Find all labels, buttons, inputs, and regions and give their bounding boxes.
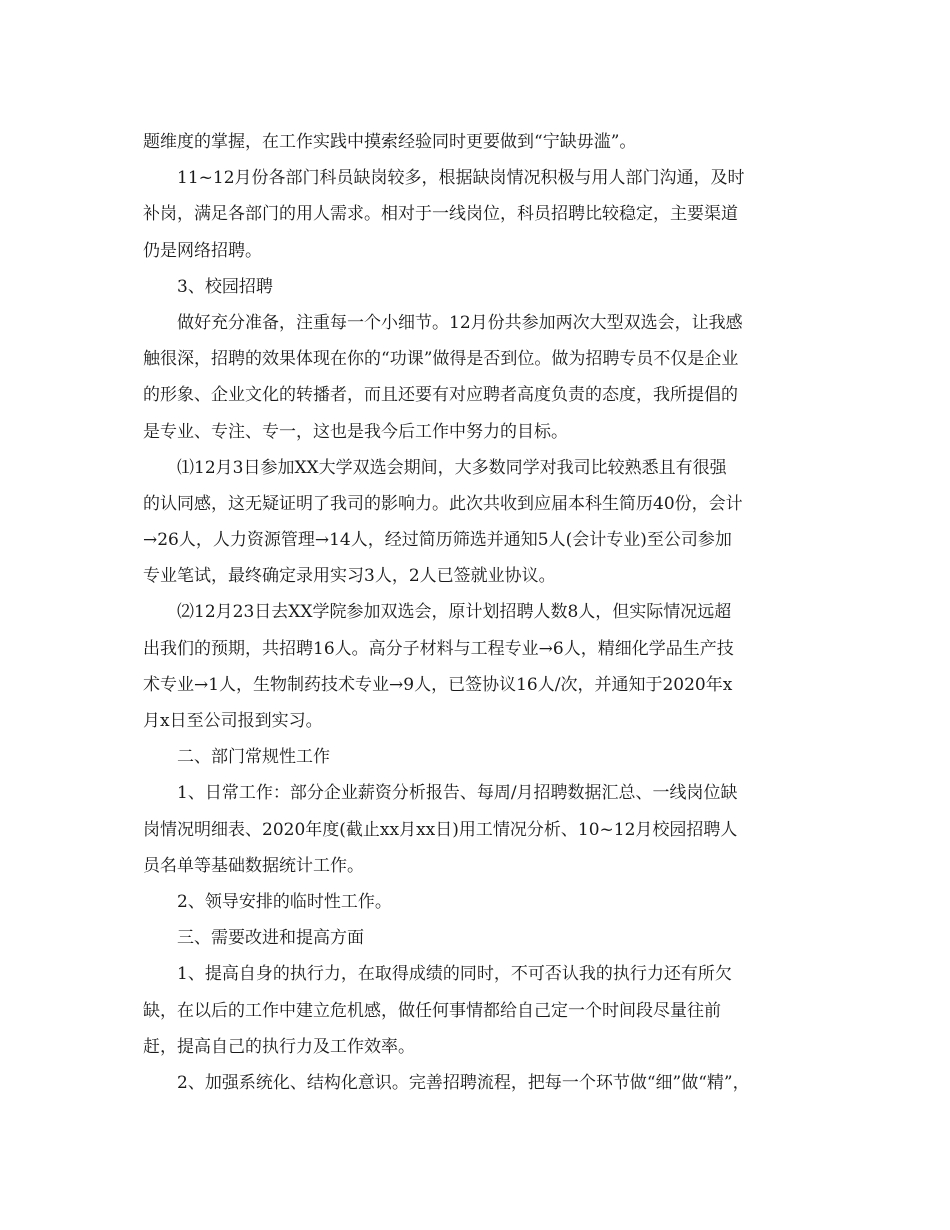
paragraph-line: 的认同感，这无疑证明了我司的影响力。此次共收到应届本科生简历40份，会计 (143, 493, 743, 514)
paragraph-first-line: 3、校园招聘 (177, 276, 273, 297)
paragraph-line: 是专业、专注、专一，这也是我今后工作中努力的目标。 (143, 421, 568, 442)
paragraph-line: 的形象、企业文化的转播者，而且还要有对应聘者高度负责的态度，我所提倡的 (143, 385, 738, 406)
paragraph-first-line: 2、领导安排的临时性工作。 (177, 891, 392, 912)
paragraph-first-line: 1、日常工作：部分企业薪资分析报告、每周/月招聘数据汇总、一线岗位缺 (177, 783, 738, 804)
paragraph-line: 触很深，招聘的效果体现在你的“功课”做得是否到位。做为招聘专员不仅是企业 (143, 349, 739, 370)
paragraph-line: 岗情况明细表、2020年度(截止xx月xx日)用工情况分析、10~12月校园招聘人 (143, 819, 738, 840)
paragraph-line: 仍是网络招聘。 (143, 240, 262, 261)
paragraph-first-line: 11~12月份各部门科员缺岗较多，根据缺岗情况积极与用人部门沟通，及时 (177, 168, 745, 189)
paragraph-line: 题维度的掌握，在工作实践中摸索经验同时更要做到“宁缺毋滥”。 (143, 132, 637, 152)
paragraph-first-line: ⑴12月3日参加XX大学双选会期间，大多数同学对我司比较熟悉且有很强 (177, 457, 727, 478)
paragraph-line: 出我们的预期，共招聘16人。高分子材料与工程专业→6人，精细化学品生产技 (143, 638, 734, 659)
paragraph-line: 缺，在以后的工作中建立危机感，做任何事情都给自己定一个时间段尽量往前 (143, 1000, 721, 1021)
paragraph-first-line: 做好充分准备，注重每一个小细节。12月份共参加两次大型双选会，让我感 (177, 312, 743, 333)
paragraph-first-line: 2、加强系统化、结构化意识。完善招聘流程，把每一个环节做“细”做“精”， (177, 1072, 750, 1093)
paragraph-first-line: ⑵12月23日去XX学院参加双选会，原计划招聘人数8人，但实际情况远超 (177, 602, 732, 623)
paragraph-first-line: 1、提高自身的执行力，在取得成绩的同时，不可否认我的执行力还有所欠 (177, 964, 732, 985)
paragraph-line: →26人，人力资源管理→14人，经过简历筛选并通知5人(会计专业)至公司参加 (143, 530, 732, 551)
document-body (143, 124, 808, 1101)
paragraph-line: 赶，提高自己的执行力及工作效率。 (143, 1036, 415, 1057)
paragraph-line: 专业笔试，最终确定录用实习3人，2人已签就业协议。 (143, 566, 556, 587)
paragraph-line: 月x日至公司报到实习。 (143, 711, 323, 731)
paragraph-first-line: 二、部门常规性工作 (177, 747, 330, 768)
paragraph-line: 术专业→1人，生物制药技术专业→9人，已签协议16人/次，并通知于2020年x (143, 674, 733, 695)
paragraph-line: 补岗，满足各部门的用人需求。相对于一线岗位，科员招聘比较稳定，主要渠道 (143, 204, 738, 225)
paragraph-line: 员名单等基础数据统计工作。 (143, 855, 364, 876)
paragraph-first-line: 三、需要改进和提高方面 (177, 928, 364, 949)
